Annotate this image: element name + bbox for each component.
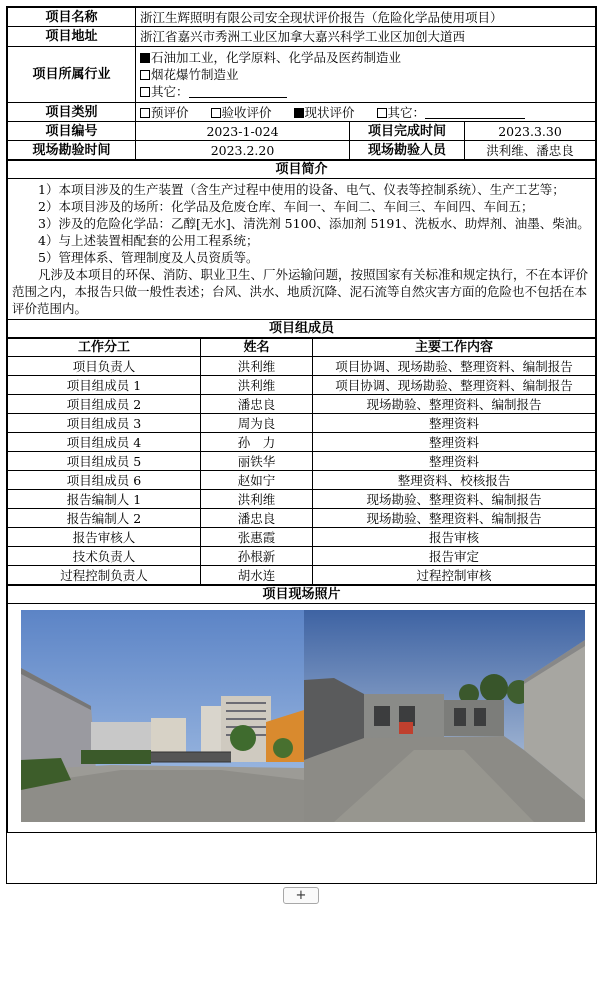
member-name: 周为良: [201, 414, 313, 433]
completion-time-label: 项目完成时间: [350, 122, 465, 141]
type-other-blank: [425, 105, 525, 119]
member-work: 项目协调、现场勘验、整理资料、编制报告: [313, 357, 596, 376]
survey-time-value: 2023.2.20: [136, 141, 350, 160]
type-option-current[interactable]: 现状评价: [294, 105, 355, 120]
member-work: 现场勘验、整理资料、编制报告: [313, 490, 596, 509]
table-row: [8, 433, 596, 452]
add-button[interactable]: +: [283, 887, 319, 904]
table-row: [8, 547, 596, 566]
checkbox-empty-icon: [140, 87, 150, 97]
report-document: [6, 6, 597, 884]
member-name: 洪利维: [201, 376, 313, 395]
table-row: [8, 490, 596, 509]
project-address-value: 浙江省嘉兴市秀洲工业区加拿大嘉兴科学工业区加创大道西: [136, 27, 596, 47]
project-code-value: 2023-1-024: [136, 122, 350, 141]
project-intro-table: [7, 160, 596, 338]
intro-item-5: 5）管理体系、管理制度及人员资质等。: [38, 250, 259, 265]
member-name: 张惠霞: [201, 528, 313, 547]
members-header-name: 姓名: [201, 339, 313, 357]
survey-personnel-label: 现场勘验人员: [350, 141, 465, 160]
industry-label: 项目所属行业: [8, 47, 136, 103]
member-role: 过程控制负责人: [8, 566, 201, 585]
member-role: 项目组成员 5: [8, 452, 201, 471]
project-info-table: [7, 7, 596, 160]
member-work: 现场勘验、整理资料、编制报告: [313, 395, 596, 414]
industry-options: [136, 47, 596, 103]
project-name-label: 项目名称: [8, 8, 136, 27]
members-title: 项目组成员: [8, 320, 596, 338]
site-photos: [8, 604, 595, 832]
intro-body: [8, 179, 596, 320]
member-work: 报告审核: [313, 528, 596, 547]
project-type-options: [136, 103, 596, 122]
industry-other-blank: [189, 84, 287, 98]
table-row: [8, 357, 596, 376]
member-work: 整理资料、校核报告: [313, 471, 596, 490]
industry-option-other[interactable]: 其它：: [140, 83, 591, 100]
member-work: 报告审定: [313, 547, 596, 566]
table-row: [8, 566, 596, 585]
industry-option-fireworks[interactable]: 烟花爆竹制造业: [140, 66, 591, 83]
member-work: 过程控制审核: [313, 566, 596, 585]
photos-table: [7, 585, 596, 833]
intro-scope-note: 凡涉及本项目的环保、消防、职业卫生、厂外运输问题，按照国家有关标准和规定执行，不在本评价范围之内，本报告只做一般性表述；台风、洪水、地质沉降、泥石流等自然灾害方面的危险也不包括在本评价范围内。: [12, 267, 589, 316]
checkbox-checked-icon: [140, 53, 150, 63]
site-photo-yard: [304, 610, 585, 822]
member-work: 现场勘验、整理资料、编制报告: [313, 509, 596, 528]
member-name: 潘忠良: [201, 395, 313, 414]
member-name: 赵如宁: [201, 471, 313, 490]
survey-time-label: 现场勘验时间: [8, 141, 136, 160]
checkbox-empty-icon: [377, 108, 387, 118]
member-name: 胡水连: [201, 566, 313, 585]
member-role: 技术负责人: [8, 547, 201, 566]
table-row: [8, 509, 596, 528]
members-table: [7, 338, 596, 585]
member-work: 整理资料: [313, 452, 596, 471]
intro-item-1: 1）本项目涉及的生产装置（含生产过程中使用的设备、电气、仪表等控制系统）、生产工艺等；: [38, 182, 565, 197]
member-role: 项目组成员 1: [8, 376, 201, 395]
members-table-body: [8, 357, 596, 585]
table-row: [8, 452, 596, 471]
intro-item-2: 2）本项目涉及的场所：化学品及危废仓库、车间一、车间二、车间三、车间四、车间五；: [38, 199, 534, 214]
member-role: 报告编制人 2: [8, 509, 201, 528]
checkbox-empty-icon: [211, 108, 221, 118]
project-type-label: 项目类别: [8, 103, 136, 122]
member-name: 潘忠良: [201, 509, 313, 528]
type-option-other[interactable]: 其它：: [377, 105, 526, 120]
member-name: 孙 力: [201, 433, 313, 452]
site-photo-entrance: [21, 610, 304, 822]
member-name: 洪利维: [201, 357, 313, 376]
intro-item-4: 4）与上述装置相配套的公用工程系统；: [38, 233, 259, 248]
member-role: 项目负责人: [8, 357, 201, 376]
member-name: 丽铁华: [201, 452, 313, 471]
member-role: 报告审核人: [8, 528, 201, 547]
member-role: 项目组成员 4: [8, 433, 201, 452]
members-header-role: 工作分工: [8, 339, 201, 357]
table-row: [8, 395, 596, 414]
member-role: 项目组成员 3: [8, 414, 201, 433]
member-work: 整理资料: [313, 414, 596, 433]
member-name: 孙根新: [201, 547, 313, 566]
member-role: 报告编制人 1: [8, 490, 201, 509]
table-row: [8, 414, 596, 433]
member-name: 洪利维: [201, 490, 313, 509]
table-row: [8, 528, 596, 547]
checkbox-empty-icon: [140, 70, 150, 80]
project-code-label: 项目编号: [8, 122, 136, 141]
industry-option-petrochem[interactable]: 石油加工业，化学原料、化学品及医药制造业: [140, 49, 591, 66]
member-work: 项目协调、现场勘验、整理资料、编制报告: [313, 376, 596, 395]
checkbox-checked-icon: [294, 108, 304, 118]
members-header-work: 主要工作内容: [313, 339, 596, 357]
survey-personnel-value: 洪利维、潘忠良: [465, 141, 596, 160]
table-row: [8, 471, 596, 490]
table-row: [8, 376, 596, 395]
checkbox-empty-icon: [140, 108, 150, 118]
intro-title: 项目简介: [8, 161, 596, 179]
type-option-acceptance[interactable]: 验收评价: [211, 105, 272, 120]
project-address-label: 项目地址: [8, 27, 136, 47]
completion-time-value: 2023.3.30: [465, 122, 596, 141]
intro-item-3: 3）涉及的危险化学品：乙醇[无水]、清洗剂 5100、添加剂 5191、洗板水、助焊剂、油墨、柴油。: [38, 216, 590, 231]
member-role: 项目组成员 6: [8, 471, 201, 490]
type-option-pre[interactable]: 预评价: [140, 105, 189, 120]
member-work: 整理资料: [313, 433, 596, 452]
member-role: 项目组成员 2: [8, 395, 201, 414]
project-name-value: 浙江生辉照明有限公司安全现状评价报告（危险化学品使用项目）: [136, 8, 596, 27]
photos-title: 项目现场照片: [8, 586, 596, 604]
